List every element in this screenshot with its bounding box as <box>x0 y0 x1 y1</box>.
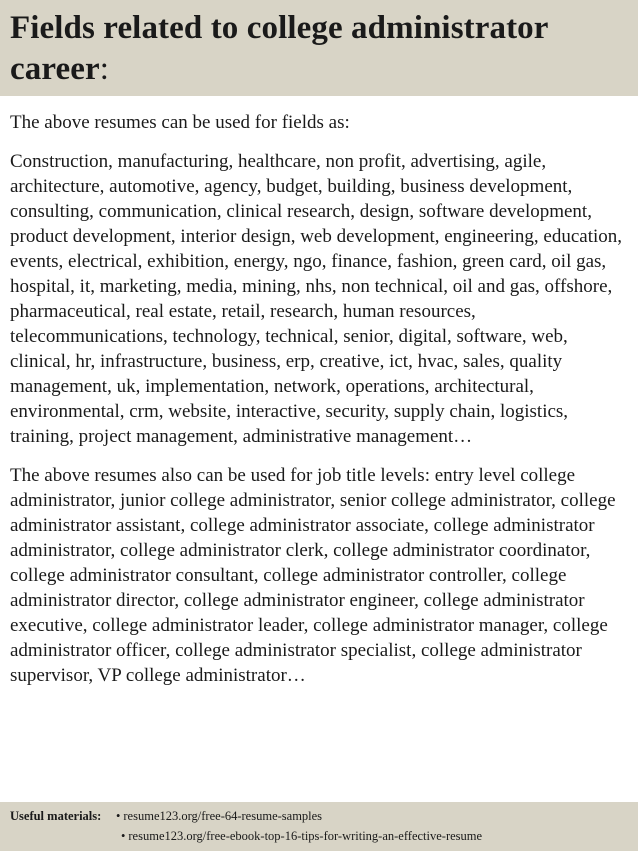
footer-link-resume-samples[interactable] <box>116 806 322 826</box>
main-content <box>10 110 632 688</box>
useful-materials-label <box>10 806 116 826</box>
footer-banner <box>0 802 638 851</box>
page-title <box>10 8 628 90</box>
page-title-text: Fields related to college administrator career <box>10 10 548 87</box>
header-banner <box>0 0 638 96</box>
page-title-colon: : <box>99 51 110 87</box>
job-levels-list: The above resumes also can be used for job title levels: entry level college administrator, junior college administrator, senior college administrator, college administrator assistant, college administrator associate, college administrator administrator, college administrator clerk, college administrator coordinator, college administrator consultant, college administrator controller, college administrator director, college administrator engineer, college administrator executive, college administrator leader, college administrator manager, college administrator officer, college administrator specialist, college administrator supervisor, VP college administrator… <box>10 465 616 686</box>
useful-materials-colon: : <box>97 809 102 823</box>
intro-text: The above resumes can be used for fields as: <box>10 112 350 133</box>
footer-link-2-text: resume123.org/free-ebook-top-16-tips-for-writing-an-effective-resume <box>128 829 483 843</box>
bullet-icon: • <box>116 809 121 823</box>
footer-link-ebook[interactable] <box>121 826 482 846</box>
footer-indent <box>10 826 121 846</box>
footer-row-2 <box>10 826 628 846</box>
footer-row-1 <box>10 806 628 826</box>
footer-link-1-text: resume123.org/free-64-resume-samples <box>123 809 323 823</box>
useful-materials-label-text: Useful materials <box>10 809 98 823</box>
bullet-icon: • <box>121 829 126 843</box>
fields-list: Construction, manufacturing, healthcare, non profit, advertising, agile, architecture, automotive, agency, budget, building, business development, consulting, communication, clinical research, design, software development, product development, interior design, web development, engineering, education, events, electrical, exhibition, energy, ngo, finance, fashion, green card, oil gas, hospital, it, marketing, media, mining, nhs, non technical, oil and gas, offshore, pharmaceutical, real estate, retail, research, human resources, telecommunications, technology, technical, senior, digital, software, web, clinical, hr, infrastructure, business, erp, creative, ict, hvac, sales, quality management, uk, implementation, network, operations, architectural, environmental, crm, website, interactive, security, supply chain, logistics, training, project management, administrative management… <box>10 151 623 447</box>
